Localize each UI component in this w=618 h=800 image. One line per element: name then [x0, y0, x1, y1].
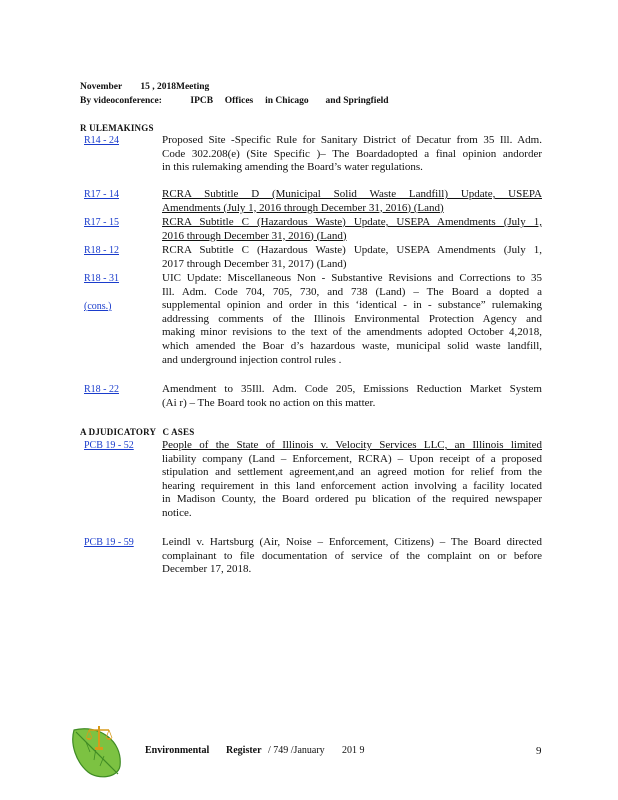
footer-title-a: Environmental — [145, 745, 210, 756]
footer-title-b: Register — [226, 745, 262, 756]
entry-line: complainant to file documentation of service of the complaint on or before — [162, 549, 542, 562]
entry-line: making minor revisions to the text of the amendments adopted October 4,2018, — [162, 326, 542, 339]
entry-line: (Ai r) – The Board took no action on this matter. — [162, 396, 376, 409]
entry-text — [162, 272, 542, 367]
entry-line: RCRA Subtitle C (Hazardous Waste) Update, USEPA Amendments (July 1, — [162, 244, 542, 256]
entry-line: hearing requirement in this land enforcement action involving a facility located — [162, 479, 542, 492]
meeting-header — [80, 80, 389, 108]
meeting-location-label: By videoconference: — [80, 96, 162, 106]
entry-text — [162, 216, 542, 243]
footer-year: 201 9 — [342, 745, 365, 756]
meeting-month: November — [80, 82, 123, 92]
entry-line: which amended the Boar d’s hazardous waste, municipal solid waste landfill, — [162, 339, 542, 352]
meeting-location-ipcb: IPCB — [190, 96, 214, 106]
meeting-date: 15 , 2018Meeting — [140, 82, 210, 92]
meeting-location-chicago: in Chicago — [265, 96, 309, 106]
page-number: 9 — [536, 745, 542, 757]
entry-line: notice. — [162, 506, 192, 519]
leaf-scales-logo-icon — [68, 722, 128, 785]
entry-line: 2016 through December 31, 2016) (Land) — [162, 229, 347, 242]
entry-line: People of the State of Illinois v. Velocity Services LLC, an Illinois limited — [162, 439, 542, 451]
docket-link[interactable]: R18 - 12 — [84, 245, 119, 256]
entry-line: in this rulemaking amending the Board’s water regulations. — [162, 161, 423, 174]
entry-text — [162, 536, 542, 577]
entry-line: Amendment to 35Ill. Adm. Code 205, Emissions Reduction Market System — [162, 383, 542, 395]
docket-link[interactable]: R18 - 31 — [84, 273, 119, 284]
docket-link[interactable]: PCB 19 - 52 — [84, 440, 134, 451]
entry-text — [162, 244, 542, 271]
meeting-location-springfield: and Springfield — [325, 96, 389, 106]
docket-link[interactable]: R17 - 14 — [84, 189, 119, 200]
entry-line: RCRA Subtitle D (Municipal Solid Waste Landfill) Update, USEPA — [162, 188, 542, 200]
adjudicatory-heading — [80, 427, 194, 437]
entry-line: stipulation and settlement agreement,and an agreed motion for relief from the — [162, 466, 542, 479]
entry-line: RCRA Subtitle C (Hazardous Waste) Update, USEPA Amendments (July 1, — [162, 216, 542, 228]
entry-line: and underground injection control rules . — [162, 353, 342, 366]
entry-line: addressing comments of the Illinois Environmental Protection Agency and — [162, 312, 542, 325]
entry-text — [162, 134, 542, 175]
entry-line: UIC Update: Miscellaneous Non - Substantive Revisions and Corrections to 35 — [162, 272, 542, 284]
docket-link[interactable]: PCB 19 - 59 — [84, 537, 134, 548]
entry-line: Amendments (July 1, 2016 through December 31, 2016) (Land) — [162, 201, 444, 214]
entry-line: 2017 through December 31, 2017) (Land) — [162, 257, 347, 270]
docket-link[interactable]: R18 - 22 — [84, 384, 119, 395]
entry-line: in Madison County, the Board ordered pu blication of the required newspaper — [162, 493, 542, 506]
entry-line: Ill. Adm. Code 704, 705, 730, and 738 (Land) – The Board a dopted a — [162, 285, 542, 298]
entry-line: liability company (Land – Enforcement, RCRA) – Upon receipt of a proposed — [162, 452, 542, 465]
docket-link[interactable]: R14 - 24 — [84, 135, 119, 146]
entry-line: Code 302.208(e) (Site Specific )– The Boardadopted a final opinion andorder — [162, 147, 542, 160]
entry-line: supplemental opinion and order in this ‘identical - in - substance” rulemaking — [162, 299, 542, 312]
docket-cons-link[interactable]: (cons.) — [84, 301, 112, 312]
entry-text — [162, 188, 542, 215]
entry-text — [162, 383, 542, 410]
entry-line: December 17, 2018. — [162, 563, 252, 576]
adjudicatory-heading-b: C ASES — [162, 427, 195, 437]
entry-text — [162, 439, 542, 521]
footer-issue: / 749 /January — [268, 745, 325, 756]
docket-link[interactable]: R17 - 15 — [84, 217, 119, 228]
rulemakings-heading: R ULEMAKINGS — [80, 123, 154, 133]
adjudicatory-heading-a: A DJUDICATORY — [80, 427, 157, 437]
meeting-location-offices: Offices — [224, 96, 254, 106]
entry-line: Leindl v. Hartsburg (Air, Noise – Enforcement, Citizens) – The Board directed — [162, 536, 542, 548]
entry-line: Proposed Site -Specific Rule for Sanitary District of Decatur from 35 Ill. Adm. — [162, 134, 542, 146]
